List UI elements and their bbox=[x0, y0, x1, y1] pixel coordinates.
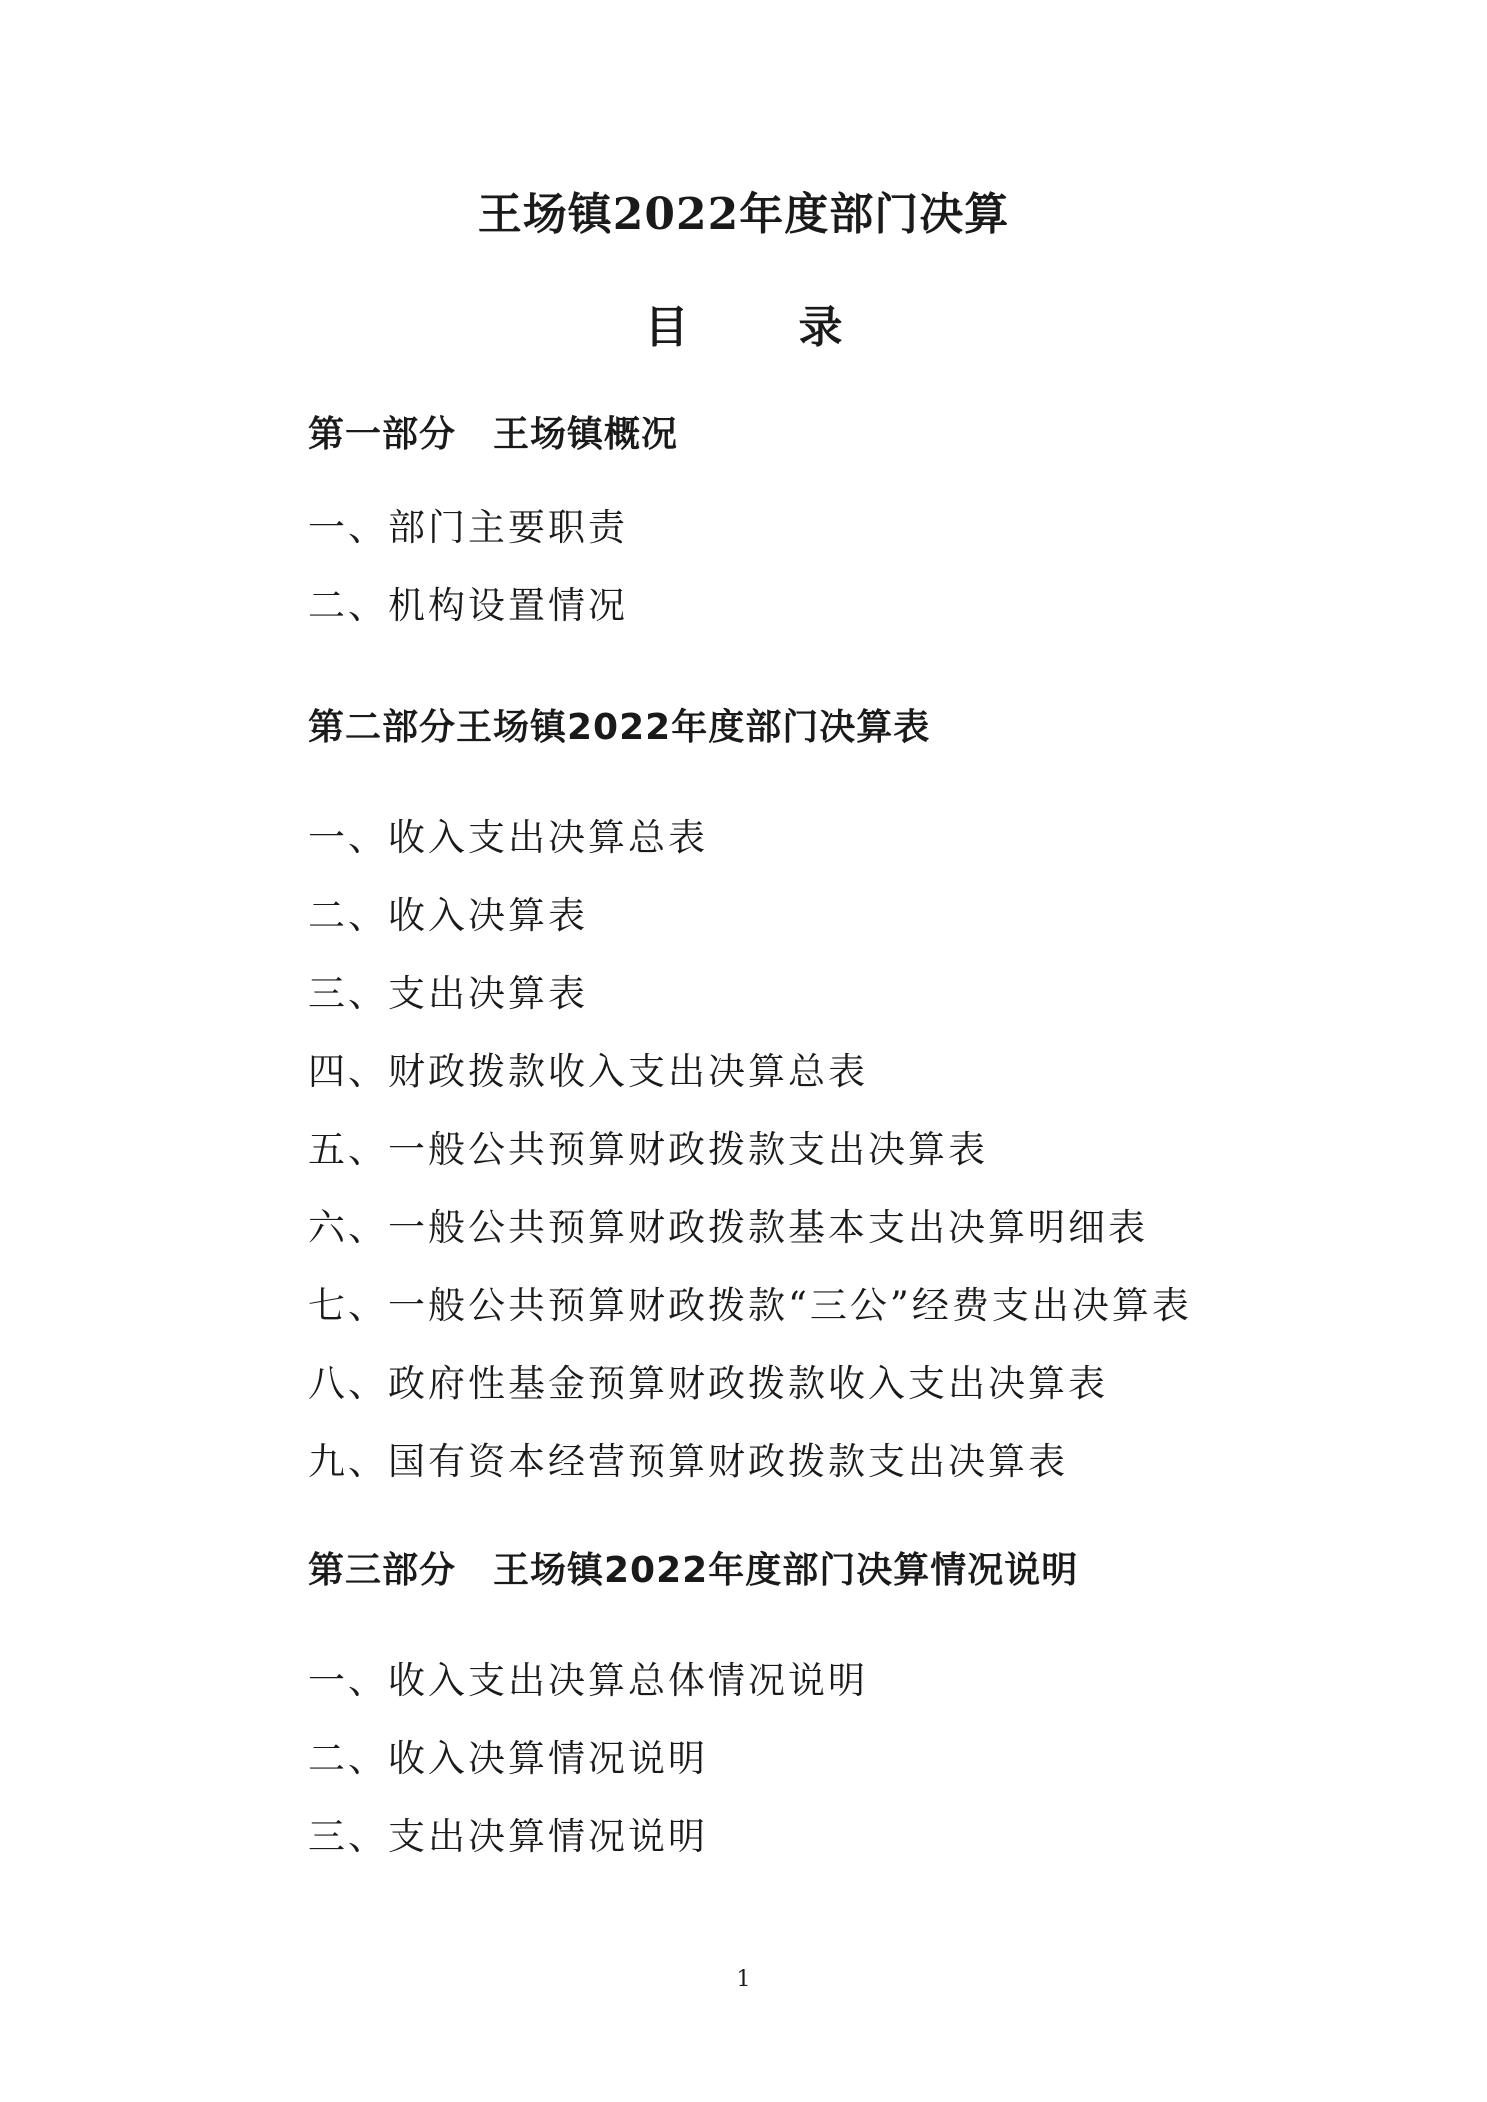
toc-section-part2: 第二部分王场镇2022年度部门决算表 bbox=[308, 707, 931, 748]
toc-item: 一、收入支出决算总体情况说明 bbox=[308, 1659, 868, 1702]
toc-section-part3: 第三部分 王场镇2022年度部门决算情况说明 bbox=[308, 1550, 1079, 1591]
toc-item: 三、支出决算情况说明 bbox=[308, 1815, 708, 1858]
toc-item: 九、国有资本经营预算财政拨款支出决算表 bbox=[308, 1440, 1068, 1483]
toc-item: 一、收入支出决算总表 bbox=[308, 816, 708, 859]
toc-section-part1: 第一部分 王场镇概况 bbox=[308, 414, 679, 455]
toc-item: 二、机构设置情况 bbox=[308, 584, 628, 627]
toc-item: 七、一般公共预算财政拨款“三公”经费支出决算表 bbox=[308, 1284, 1192, 1327]
toc-item: 二、收入决算表 bbox=[308, 894, 588, 937]
toc-item: 一、部门主要职责 bbox=[308, 506, 628, 549]
toc-heading-char-2: 录 bbox=[798, 302, 843, 353]
document-title: 王场镇2022年度部门决算 bbox=[477, 189, 1010, 240]
toc-heading bbox=[0, 298, 1487, 358]
page-number: 1 bbox=[736, 1967, 751, 1992]
toc-item: 四、财政拨款收入支出决算总表 bbox=[308, 1050, 868, 1093]
toc-item: 三、支出决算表 bbox=[308, 972, 588, 1015]
toc-item: 五、一般公共预算财政拨款支出决算表 bbox=[308, 1128, 988, 1171]
toc-item: 六、一般公共预算财政拨款基本支出决算明细表 bbox=[308, 1206, 1148, 1249]
toc-heading-char-1: 目 bbox=[644, 302, 689, 353]
toc-item: 二、收入决算情况说明 bbox=[308, 1737, 708, 1780]
toc-item: 八、政府性基金预算财政拨款收入支出决算表 bbox=[308, 1362, 1108, 1405]
